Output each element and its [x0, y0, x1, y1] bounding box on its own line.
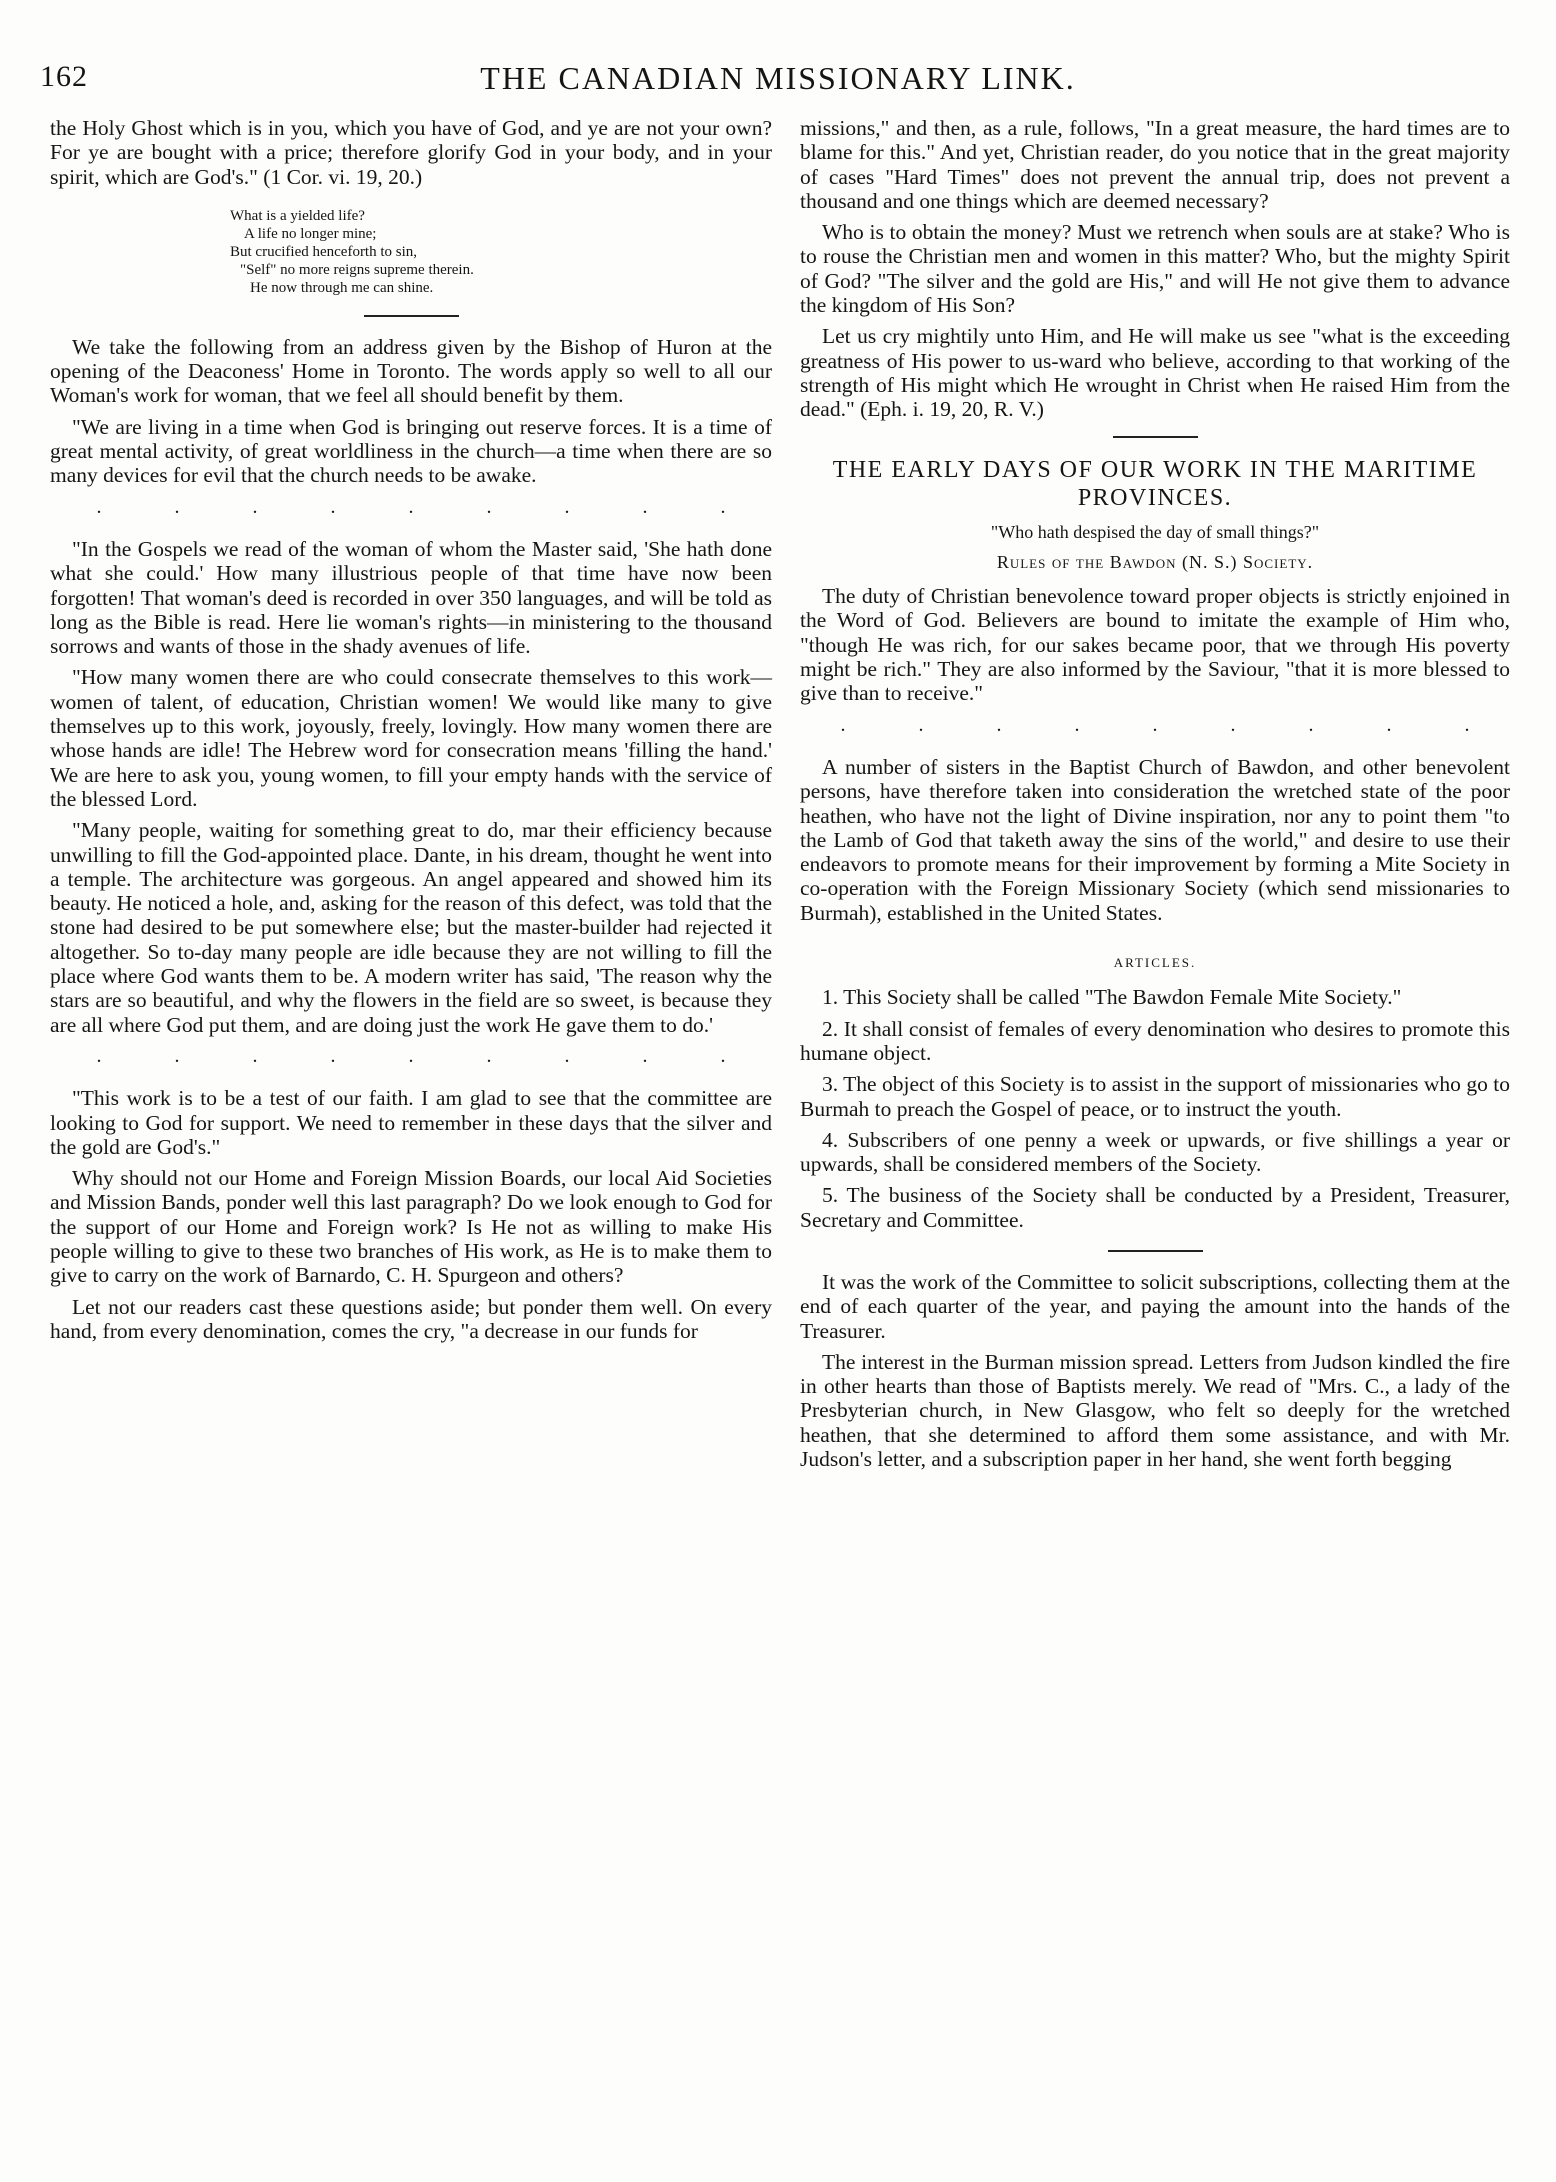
ellipsis-divider: . . . . . . . . .	[96, 1044, 760, 1067]
articles-heading: ARTICLES.	[1113, 955, 1197, 971]
intro-paragraph: the Holy Ghost which is in you, which you have of God, and ye are not your own? For ye are bought with a price; therefore glorify God in your body, and in your spirit, which are God's." (1 Cor. vi. 19, 20.)	[50, 116, 772, 189]
paragraph-test-of-faith: "This work is to be a test of our faith. I am glad to see that the committee are looking to God for support. We need to remember in these days that the silver and the gold are God's."	[50, 1086, 772, 1159]
divider	[364, 315, 459, 317]
article-3: 3. The object of this Society is to assist in the support of missionaries who go to Burmah to preach the Gospel of peace, or to instruct the youth.	[800, 1072, 1510, 1121]
section-title: THE EARLY DAYS OF OUR WORK IN THE MARITIME PROVINCES.	[832, 456, 1478, 511]
article-4: 4. Subscribers of one penny a week or upwards, or five shillings a year or upwards, shall be considered members of the Society.	[800, 1127, 1510, 1177]
poem	[230, 207, 772, 297]
paragraph-interest: The interest in the Burman mission spread. Letters from Judson kindled the fire in other hearts than those of Baptists merely. We read of "Mrs. C., a lady of the Presbyterian church, in New Glasgow, who felt so deeply for the wretched heathen, that she determined to afford them some assistance, and with Mr. Judson's letter, and a subscription paper in her hand, she went forth begging	[800, 1349, 1510, 1472]
article-1: 1. This Society shall be called "The Bawdon Female Mite Society."	[822, 985, 1402, 1010]
paragraph-duty: The duty of Christian benevolence toward proper objects is strictly enjoined in the Word of God. Believers are bound to imitate the example of Him who, "though He was rich, for our sakes became poor, that we through His poverty might be rich." They are also informed by the Saviour, "that it is more blessed to give than to receive."	[800, 584, 1510, 706]
rules-heading: Rules of the Bawdon (N. S.) Society.	[996, 551, 1314, 572]
page-number: 162	[40, 60, 88, 93]
paragraph-let-not: Let not our readers cast these questions aside; but ponder them well. On every hand, from every denomination, comes the cry, "a decrease in our funds for	[50, 1294, 772, 1343]
paragraph-women: "How many women there are who could consecrate themselves to this work—women of talent, of education, Christian women! We would like many to give themselves up to this work, joyously, freely, lovingly. How many women there are whose hands are idle! The Hebrew word for consecration means 'filling the hand.' We are here to ask you, young women, to fill your empty hands with the service of the blessed Lord.	[50, 665, 772, 811]
paragraph-who-obtain: Who is to obtain the money? Must we retrench when souls are at stake? Who is to rouse the Christian men and women in this matter? Who, but the mighty Spirit of God? "The silver and the gold are His," and will He not give them to advance the kingdom of His Son?	[800, 220, 1510, 318]
page-header-title: THE CANADIAN MISSIONARY LINK.	[480, 60, 1076, 96]
poem-line: But crucified henceforth to sin,	[230, 243, 418, 260]
paragraph-bishop: We take the following from an address given by the Bishop of Huron at the opening of the Deaconess' Home in Toronto. The words apply so well to all our Woman's work for woman, that we feel all should benefit by them.	[50, 334, 772, 408]
paragraph-many-people: "Many people, waiting for something great to do, mar their efficiency because unwilling to fill the God-appointed place. Dante, in his dream, thought he went into a temple. The architecture was gorgeous. An angel appeared and showed him its beauty. He noticed a hole, and, asking for the reason of this defect, was told that the stone had desired to be put somewhere else; but the master-builder had rejected it altogether. So to-day many people are idle because they are not willing to fill the place where God wants them to be. A modern writer has said, 'The reason why the stars are so beautiful, and why the flowers in the field are so sweet, is because they are all where God put them, and are doing just the work He gave them to do.'	[50, 818, 772, 1037]
poem-line: He now through me can shine.	[250, 279, 434, 296]
paragraph-gospels: "In the Gospels we read of the woman of whom the Master said, 'She hath done what she could.' How many illustrious people of that time have now been forgotten! That woman's deed is recorded in over 350 languages, and will be told as long as the Bible is read. Here lie woman's rights—in ministering to the thousand sorrows and wants of those in the shady avenues of life.	[50, 536, 772, 659]
ellipsis-divider: . . . . . . . . .	[96, 495, 760, 518]
epigraph: "Who hath despised the day of small things?"	[990, 521, 1320, 542]
article-5: 5. The business of the Society shall be conducted by a President, Treasurer, Secretary and Committee.	[800, 1183, 1510, 1232]
poem-line: "Self" no more reigns supreme therein.	[240, 261, 474, 278]
left-column	[50, 116, 772, 1350]
divider	[1108, 1250, 1203, 1252]
paragraph-why-should: Why should not our Home and Foreign Mission Boards, our local Aid Societies and Mission Bands, ponder well this last paragraph? Do we look enough to God for the support of our Home and Foreign work? Is He not as willing to make His people willing to give to these two branches of His work, as He is to make them to give to carry on the work of Barnardo, C. H. Spurgeon and others?	[50, 1166, 772, 1288]
paragraph-committee: It was the work of the Committee to solicit subscriptions, collecting them at the end of each quarter of the year, and paying the amount into the hands of the Treasurer.	[800, 1269, 1510, 1343]
poem-line: What is a yielded life?	[230, 207, 365, 224]
paragraph-let-us-cry: Let us cry mightily unto Him, and He will make us see "what is the exceeding greatness of His power to us-ward who believe, according to that working of the strength of His might which He wrought in Christ when He raised Him from the dead." (Eph. i. 19, 20, R. V.)	[800, 324, 1510, 422]
divider	[1113, 436, 1198, 438]
paragraph-missions: missions," and then, as a rule, follows, "In a great measure, the hard times are to blame for this." And yet, Christian reader, do you notice that in the great majority of cases "Hard Times" does not prevent the annual trip, does not prevent a thousand and one things which are deemed necessary?	[800, 116, 1510, 213]
article-2: 2. It shall consist of females of every denomination who desires to promote this humane object.	[800, 1016, 1510, 1065]
paragraph-living: "We are living in a time when God is bringing out reserve forces. It is a time of great mental activity, of great worldliness in the church—a time when there are so many devices for evil that the church needs to be awake.	[50, 414, 772, 488]
right-column	[800, 116, 1510, 1478]
ellipsis-divider: . . . . . . . . .	[840, 713, 1504, 736]
poem-line: A life no longer mine;	[244, 225, 377, 242]
paragraph-sisters: A number of sisters in the Baptist Church of Bawdon, and other benevolent persons, have therefore taken into consideration the wretched state of the poor heathen, who have not the light of Divine inspiration, nor any to point them "to the Lamb of God that taketh away the sins of the world," and desire to use their endeavors to promote means for their improvement by forming a Mite Society in co-operation with the Foreign Missionary Society (which send missionaries to Burmah), established in the United States.	[800, 754, 1510, 925]
